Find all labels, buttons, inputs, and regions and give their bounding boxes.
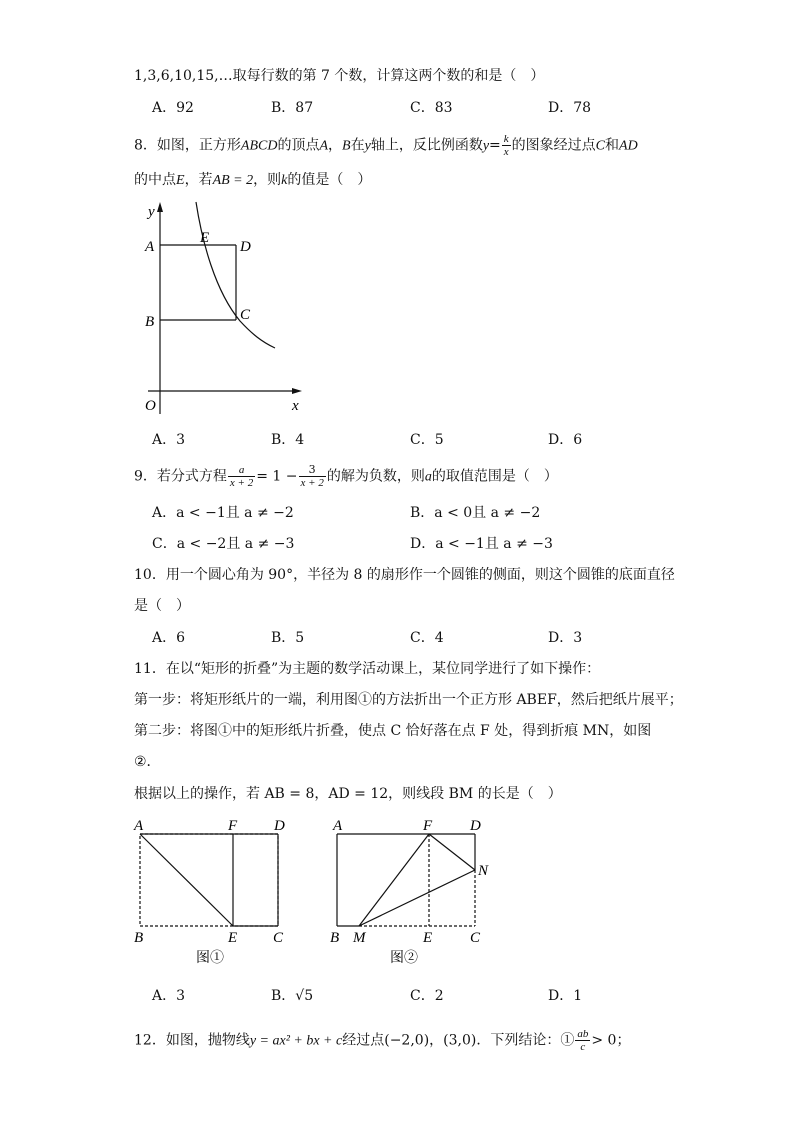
3-over-x-plus-2: $\frac{3}{x + 2}$ [300,463,324,489]
q8-figure-square-hyperbola [130,196,310,418]
fig2-label-c: C [470,930,481,946]
q8-option-b: B．4 [271,432,305,448]
q10-option-b: B．5 [271,630,305,646]
q11-stem-line2: 第一步：将矩形纸片的一端，利用图①的方法折出一个正方形 ABEF，然后把纸片展平； [134,692,683,708]
fig2-label-b: B [330,930,340,946]
q11-figure-1 [130,812,310,968]
label-c: C [240,307,251,323]
q11-stem-line5: 根据以上的操作，若 AB = 8，AD = 12，则线段 BM 的长是（ ） [134,786,562,802]
segment-fn [429,834,475,870]
fig1-caption: 图① [196,951,224,966]
q8-option-a: A．3 [152,432,186,448]
label-b: B [145,314,155,330]
y-axis-arrow [157,202,163,212]
fig2-label-a: A [333,818,343,834]
fig2-caption: 图② [390,951,418,966]
q8-stem-line2: 的中点E，若AB = 2，则k的值是（ ） [134,172,372,188]
q7-text: 1,3,6,10,15,…取每行数的第 7 个数，计算这两个数的和是（ ） [134,68,545,84]
x-axis-arrow [292,388,302,394]
q7-option-d: D．78 [548,100,592,116]
q7-option-c: C．83 [410,100,453,116]
fig2-label-e: E [423,930,433,946]
q7-option-a: A．92 [152,100,194,116]
q9-stem: 9．若分式方程 $\frac{a}{x + 2}$ = 1 − $\frac{3}{x + 2}$ 的解为负数，则a的取值范围是（ ） [134,463,558,489]
q11-stem-line4: ②． [134,754,161,770]
fig1-label-d: D [274,818,285,834]
q9-option-b: B．a < 0且 a ≠ −2 [410,505,541,521]
q8-option-c: C．5 [410,432,444,448]
label-a: A [145,239,155,255]
segment-fm [359,834,429,926]
q11-stem-line3: 第二步：将图①中的矩形纸片折叠，使点 C 恰好落在点 F 处，得到折痕 MN，如图 [134,723,652,739]
q8-stem-line1: 8．如图，正方形ABCD的顶点A，B在y轴上，反比例函数y= $\frac{k}{x}$ 的图象经过点C和AD [134,133,638,158]
label-x: x [292,398,299,414]
k-over-x-fraction: $\frac{k}{x}$ [503,133,509,158]
q8-option-d: D．6 [548,432,583,448]
q10-stem-line1: 10．用一个圆心角为 90°，半径为 8 的扇形作一个圆锥的侧面，则这个圆锥的底面直径 [134,567,675,583]
q9-option-d: D．a < −1且 a ≠ −3 [410,536,553,552]
fig2-label-d: D [470,818,481,834]
fig1-label-b: B [134,930,144,946]
q11-option-d: D．1 [548,988,583,1004]
label-d: D [240,239,251,255]
q7-option-b: B．87 [271,100,314,116]
segment-mn-crease [359,870,475,926]
q11-option-a: A．3 [152,988,186,1004]
fig2-label-f: F [423,818,433,834]
segment-ae [140,834,233,926]
q11-stem-line1: 11．在以“矩形的折叠”为主题的数学活动课上，某位同学进行了如下操作： [134,661,601,677]
q9-option-c: C．a < −2且 a ≠ −3 [152,536,295,552]
q11-option-c: C．2 [410,988,444,1004]
fig1-label-e: E [228,930,238,946]
fig2-label-m: M [353,930,366,946]
fig2-label-n: N [478,863,489,879]
label-o: O [145,398,156,414]
q11-option-b: B．√5 [271,988,314,1004]
q11-figure-2 [325,812,505,968]
rect-abcd-dashed [140,834,278,926]
label-y: y [148,204,155,220]
q10-option-c: C．4 [410,630,444,646]
q10-option-d: D．3 [548,630,583,646]
q10-stem-line2: 是（ ） [134,598,190,614]
a-over-x-plus-2: $\frac{a}{x + 2}$ [229,464,254,489]
q12-stem: 12．如图，抛物线y = ax² + bx + c经过点(−2,0)，(3,0)．下列结论：① $\frac{ab}{c}$ > 0； [134,1028,631,1053]
fig1-label-f: F [228,818,238,834]
ab-over-c-fraction: $\frac{ab}{c}$ [577,1028,589,1053]
fig1-label-c: C [273,930,284,946]
fig1-label-a: A [134,818,144,834]
q10-option-a: A．6 [152,630,186,646]
label-e: E [200,230,210,246]
q9-option-a: A．a < −1且 a ≠ −2 [152,505,294,521]
